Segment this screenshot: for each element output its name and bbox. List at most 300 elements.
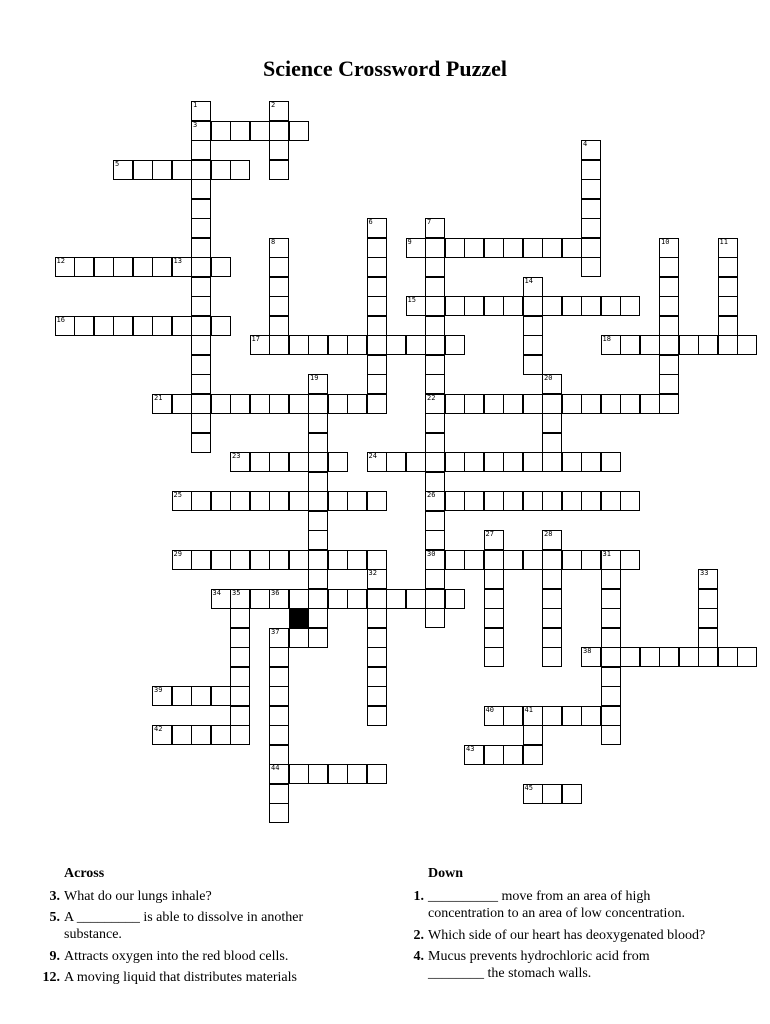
grid-cell[interactable] (425, 394, 445, 414)
grid-cell[interactable] (659, 296, 679, 316)
grid-cell[interactable] (308, 628, 328, 648)
grid-cell[interactable] (367, 316, 387, 336)
grid-cell[interactable] (425, 257, 445, 277)
grid-cell[interactable] (640, 394, 660, 414)
grid-cell[interactable] (74, 257, 94, 277)
grid-cell[interactable] (191, 686, 211, 706)
grid-cell[interactable] (308, 394, 328, 414)
grid-cell[interactable] (191, 413, 211, 433)
grid-cell[interactable] (269, 316, 289, 336)
grid-cell[interactable] (464, 491, 484, 511)
grid-cell[interactable] (659, 355, 679, 375)
grid-cell[interactable] (581, 491, 601, 511)
grid-cell[interactable] (484, 589, 504, 609)
grid-cell[interactable] (425, 218, 445, 238)
grid-cell[interactable] (484, 296, 504, 316)
grid-cell[interactable] (94, 316, 114, 336)
grid-cell[interactable] (659, 335, 679, 355)
grid-cell[interactable] (367, 257, 387, 277)
grid-cell[interactable] (562, 238, 582, 258)
grid-cell[interactable] (425, 511, 445, 531)
grid-cell[interactable] (172, 394, 192, 414)
grid-cell[interactable] (133, 316, 153, 336)
grid-cell[interactable] (289, 452, 309, 472)
grid-cell[interactable] (308, 413, 328, 433)
grid-cell[interactable] (308, 764, 328, 784)
grid-cell[interactable] (445, 550, 465, 570)
grid-cell[interactable] (367, 569, 387, 589)
grid-cell[interactable] (425, 530, 445, 550)
grid-cell[interactable] (601, 628, 621, 648)
grid-cell[interactable] (581, 238, 601, 258)
grid-cell[interactable] (445, 589, 465, 609)
grid-cell[interactable] (367, 296, 387, 316)
grid-cell[interactable] (347, 550, 367, 570)
grid-cell[interactable] (464, 550, 484, 570)
grid-cell[interactable] (308, 472, 328, 492)
grid-cell[interactable] (542, 550, 562, 570)
grid-cell[interactable] (425, 316, 445, 336)
grid-cell[interactable] (211, 121, 231, 141)
grid-cell[interactable] (523, 725, 543, 745)
grid-cell[interactable] (406, 589, 426, 609)
grid-cell[interactable] (445, 491, 465, 511)
grid-cell[interactable] (230, 647, 250, 667)
grid-cell[interactable] (601, 452, 621, 472)
grid-cell[interactable] (445, 452, 465, 472)
grid-cell[interactable] (581, 140, 601, 160)
grid-cell[interactable] (113, 257, 133, 277)
grid-cell[interactable] (269, 589, 289, 609)
grid-cell[interactable] (464, 745, 484, 765)
grid-cell[interactable] (620, 394, 640, 414)
grid-cell[interactable] (718, 647, 738, 667)
grid-cell[interactable] (562, 296, 582, 316)
grid-cell[interactable] (269, 160, 289, 180)
grid-cell[interactable] (230, 628, 250, 648)
grid-cell[interactable] (425, 550, 445, 570)
grid-cell[interactable] (718, 316, 738, 336)
grid-cell[interactable] (386, 335, 406, 355)
grid-cell[interactable] (698, 647, 718, 667)
grid-cell[interactable] (581, 218, 601, 238)
grid-cell[interactable] (503, 745, 523, 765)
grid-cell[interactable] (289, 628, 309, 648)
grid-cell[interactable] (191, 121, 211, 141)
grid-cell[interactable] (484, 706, 504, 726)
grid-cell[interactable] (289, 764, 309, 784)
grid-cell[interactable] (191, 335, 211, 355)
grid-cell[interactable] (211, 160, 231, 180)
grid-cell[interactable] (230, 706, 250, 726)
grid-cell[interactable] (152, 316, 172, 336)
grid-cell[interactable] (425, 355, 445, 375)
grid-cell[interactable] (191, 199, 211, 219)
grid-cell[interactable] (230, 608, 250, 628)
grid-cell[interactable] (308, 433, 328, 453)
grid-cell[interactable] (289, 550, 309, 570)
grid-cell[interactable] (523, 316, 543, 336)
grid-cell[interactable] (113, 160, 133, 180)
grid-cell[interactable] (523, 355, 543, 375)
grid-cell[interactable] (542, 491, 562, 511)
grid-cell[interactable] (347, 491, 367, 511)
grid-cell[interactable] (269, 121, 289, 141)
grid-cell[interactable] (367, 764, 387, 784)
grid-cell[interactable] (347, 589, 367, 609)
grid-cell[interactable] (152, 725, 172, 745)
grid-cell[interactable] (367, 374, 387, 394)
grid-cell[interactable] (191, 725, 211, 745)
grid-cell[interactable] (659, 647, 679, 667)
grid-cell[interactable] (289, 335, 309, 355)
grid-cell[interactable] (542, 238, 562, 258)
grid-cell[interactable] (172, 725, 192, 745)
grid-cell[interactable] (679, 647, 699, 667)
grid-cell[interactable] (211, 394, 231, 414)
grid-cell[interactable] (211, 589, 231, 609)
grid-cell[interactable] (367, 667, 387, 687)
grid-cell[interactable] (269, 277, 289, 297)
grid-cell[interactable] (581, 647, 601, 667)
grid-cell[interactable] (230, 725, 250, 745)
grid-cell[interactable] (191, 160, 211, 180)
grid-cell[interactable] (172, 160, 192, 180)
grid-cell[interactable] (406, 296, 426, 316)
grid-cell[interactable] (503, 706, 523, 726)
grid-cell[interactable] (269, 784, 289, 804)
grid-cell[interactable] (484, 569, 504, 589)
grid-cell[interactable] (367, 218, 387, 238)
grid-cell[interactable] (367, 647, 387, 667)
grid-cell[interactable] (718, 238, 738, 258)
grid-cell[interactable] (191, 316, 211, 336)
grid-cell[interactable] (269, 628, 289, 648)
grid-cell[interactable] (269, 725, 289, 745)
grid-cell[interactable] (230, 121, 250, 141)
grid-cell[interactable] (445, 394, 465, 414)
grid-cell[interactable] (445, 335, 465, 355)
grid-cell[interactable] (523, 335, 543, 355)
grid-cell[interactable] (425, 452, 445, 472)
grid-cell[interactable] (659, 238, 679, 258)
grid-cell[interactable] (542, 569, 562, 589)
grid-cell[interactable] (269, 257, 289, 277)
grid-cell[interactable] (484, 394, 504, 414)
grid-cell[interactable] (425, 608, 445, 628)
grid-cell[interactable] (679, 335, 699, 355)
grid-cell[interactable] (464, 394, 484, 414)
grid-cell[interactable] (250, 394, 270, 414)
grid-cell[interactable] (640, 647, 660, 667)
grid-cell[interactable] (172, 316, 192, 336)
grid-cell[interactable] (191, 277, 211, 297)
grid-cell[interactable] (425, 589, 445, 609)
grid-cell[interactable] (581, 199, 601, 219)
grid-cell[interactable] (269, 803, 289, 823)
grid-cell[interactable] (445, 296, 465, 316)
grid-cell[interactable] (172, 257, 192, 277)
grid-cell[interactable] (425, 413, 445, 433)
grid-cell[interactable] (503, 550, 523, 570)
grid-cell[interactable] (367, 277, 387, 297)
grid-cell[interactable] (425, 472, 445, 492)
grid-cell[interactable] (230, 394, 250, 414)
grid-cell[interactable] (367, 452, 387, 472)
grid-cell[interactable] (133, 257, 153, 277)
grid-cell[interactable] (74, 316, 94, 336)
grid-cell[interactable] (503, 394, 523, 414)
grid-cell[interactable] (484, 452, 504, 472)
grid-cell[interactable] (230, 160, 250, 180)
grid-cell[interactable] (542, 530, 562, 550)
grid-cell[interactable] (367, 238, 387, 258)
grid-cell[interactable] (172, 550, 192, 570)
grid-cell[interactable] (367, 686, 387, 706)
grid-cell[interactable] (308, 589, 328, 609)
grid-cell[interactable] (367, 628, 387, 648)
grid-cell[interactable] (698, 569, 718, 589)
grid-cell[interactable] (328, 452, 348, 472)
grid-cell[interactable] (230, 452, 250, 472)
grid-cell[interactable] (367, 589, 387, 609)
grid-cell[interactable] (191, 257, 211, 277)
grid-cell[interactable] (503, 238, 523, 258)
grid-cell[interactable] (230, 589, 250, 609)
grid-cell[interactable] (308, 550, 328, 570)
grid-cell[interactable] (523, 296, 543, 316)
grid-cell[interactable] (562, 491, 582, 511)
grid-cell[interactable] (191, 238, 211, 258)
grid-cell[interactable] (172, 491, 192, 511)
grid-cell[interactable] (601, 647, 621, 667)
grid-cell[interactable] (289, 491, 309, 511)
grid-cell[interactable] (523, 491, 543, 511)
grid-cell[interactable] (698, 335, 718, 355)
grid-cell[interactable] (542, 433, 562, 453)
grid-cell[interactable] (191, 179, 211, 199)
grid-cell[interactable] (737, 335, 757, 355)
grid-cell[interactable] (191, 101, 211, 121)
grid-cell[interactable] (308, 511, 328, 531)
grid-cell[interactable] (425, 491, 445, 511)
grid-cell[interactable] (562, 394, 582, 414)
grid-cell[interactable] (542, 296, 562, 316)
grid-cell[interactable] (698, 628, 718, 648)
grid-cell[interactable] (425, 569, 445, 589)
grid-cell[interactable] (581, 452, 601, 472)
grid-cell[interactable] (269, 335, 289, 355)
grid-cell[interactable] (250, 452, 270, 472)
grid-cell[interactable] (659, 277, 679, 297)
grid-cell[interactable] (542, 452, 562, 472)
grid-cell[interactable] (230, 550, 250, 570)
grid-cell[interactable] (289, 121, 309, 141)
grid-cell[interactable] (211, 257, 231, 277)
grid-cell[interactable] (425, 238, 445, 258)
grid-cell[interactable] (718, 277, 738, 297)
grid-cell[interactable] (601, 667, 621, 687)
grid-cell[interactable] (386, 452, 406, 472)
grid-cell[interactable] (269, 764, 289, 784)
grid-cell[interactable] (698, 589, 718, 609)
grid-cell[interactable] (328, 589, 348, 609)
grid-cell[interactable] (562, 784, 582, 804)
grid-cell[interactable] (523, 745, 543, 765)
grid-cell[interactable] (269, 140, 289, 160)
grid-cell[interactable] (581, 706, 601, 726)
grid-cell[interactable] (308, 608, 328, 628)
grid-cell[interactable] (269, 394, 289, 414)
grid-cell[interactable] (503, 452, 523, 472)
grid-cell[interactable] (367, 608, 387, 628)
grid-cell[interactable] (542, 413, 562, 433)
grid-cell[interactable] (484, 647, 504, 667)
grid-cell[interactable] (601, 335, 621, 355)
grid-cell[interactable] (191, 374, 211, 394)
grid-cell[interactable] (542, 647, 562, 667)
grid-cell[interactable] (484, 550, 504, 570)
grid-cell[interactable] (464, 452, 484, 472)
grid-cell[interactable] (562, 452, 582, 472)
grid-cell[interactable] (601, 569, 621, 589)
grid-cell[interactable] (581, 160, 601, 180)
grid-cell[interactable] (406, 238, 426, 258)
grid-cell[interactable] (601, 589, 621, 609)
grid-cell[interactable] (152, 394, 172, 414)
grid-cell[interactable] (659, 374, 679, 394)
grid-cell[interactable] (191, 550, 211, 570)
grid-cell[interactable] (250, 121, 270, 141)
grid-cell[interactable] (191, 433, 211, 453)
grid-cell[interactable] (562, 550, 582, 570)
grid-cell[interactable] (620, 647, 640, 667)
grid-cell[interactable] (386, 589, 406, 609)
grid-cell[interactable] (367, 550, 387, 570)
grid-cell[interactable] (269, 296, 289, 316)
grid-cell[interactable] (94, 257, 114, 277)
grid-cell[interactable] (191, 394, 211, 414)
grid-cell[interactable] (601, 394, 621, 414)
grid-cell[interactable] (191, 491, 211, 511)
grid-cell[interactable] (347, 394, 367, 414)
grid-cell[interactable] (620, 491, 640, 511)
grid-cell[interactable] (601, 491, 621, 511)
grid-cell[interactable] (328, 550, 348, 570)
grid-cell[interactable] (523, 238, 543, 258)
grid-cell[interactable] (367, 706, 387, 726)
grid-cell[interactable] (425, 433, 445, 453)
grid-cell[interactable] (308, 374, 328, 394)
grid-cell[interactable] (269, 745, 289, 765)
grid-cell[interactable] (191, 296, 211, 316)
grid-cell[interactable] (503, 296, 523, 316)
grid-cell[interactable] (55, 257, 75, 277)
grid-cell[interactable] (523, 394, 543, 414)
grid-cell[interactable] (269, 667, 289, 687)
grid-cell[interactable] (211, 316, 231, 336)
grid-cell[interactable] (484, 745, 504, 765)
grid-cell[interactable] (289, 589, 309, 609)
grid-cell[interactable] (523, 550, 543, 570)
grid-cell[interactable] (328, 764, 348, 784)
grid-cell[interactable] (367, 394, 387, 414)
grid-cell[interactable] (172, 686, 192, 706)
grid-cell[interactable] (347, 764, 367, 784)
grid-cell[interactable] (367, 335, 387, 355)
grid-cell[interactable] (55, 316, 75, 336)
grid-cell[interactable] (718, 335, 738, 355)
grid-cell[interactable] (367, 355, 387, 375)
grid-cell[interactable] (542, 374, 562, 394)
grid-cell[interactable] (484, 608, 504, 628)
grid-cell[interactable] (542, 784, 562, 804)
grid-cell[interactable] (367, 491, 387, 511)
grid-cell[interactable] (484, 238, 504, 258)
grid-cell[interactable] (269, 647, 289, 667)
grid-cell[interactable] (484, 628, 504, 648)
grid-cell[interactable] (659, 316, 679, 336)
grid-cell[interactable] (601, 550, 621, 570)
grid-cell[interactable] (308, 530, 328, 550)
grid-cell[interactable] (503, 491, 523, 511)
grid-cell[interactable] (562, 706, 582, 726)
grid-cell[interactable] (620, 296, 640, 316)
grid-cell[interactable] (523, 706, 543, 726)
grid-cell[interactable] (211, 686, 231, 706)
grid-cell[interactable] (601, 608, 621, 628)
grid-cell[interactable] (152, 257, 172, 277)
grid-cell[interactable] (269, 452, 289, 472)
grid-cell[interactable] (289, 394, 309, 414)
grid-cell[interactable] (542, 394, 562, 414)
grid-cell[interactable] (523, 277, 543, 297)
grid-cell[interactable] (230, 667, 250, 687)
grid-cell[interactable] (269, 686, 289, 706)
grid-cell[interactable] (445, 238, 465, 258)
grid-cell[interactable] (601, 706, 621, 726)
grid-cell[interactable] (250, 550, 270, 570)
grid-cell[interactable] (542, 628, 562, 648)
grid-cell[interactable] (328, 491, 348, 511)
grid-cell[interactable] (659, 257, 679, 277)
grid-cell[interactable] (601, 686, 621, 706)
grid-cell[interactable] (542, 608, 562, 628)
grid-cell[interactable] (406, 335, 426, 355)
grid-cell[interactable] (191, 355, 211, 375)
grid-cell[interactable] (269, 101, 289, 121)
grid-cell[interactable] (308, 335, 328, 355)
grid-cell[interactable] (737, 647, 757, 667)
grid-cell[interactable] (581, 550, 601, 570)
grid-cell[interactable] (698, 608, 718, 628)
grid-cell[interactable] (542, 706, 562, 726)
grid-cell[interactable] (620, 550, 640, 570)
grid-cell[interactable] (425, 335, 445, 355)
grid-cell[interactable] (113, 316, 133, 336)
grid-cell[interactable] (523, 784, 543, 804)
grid-cell[interactable] (152, 686, 172, 706)
grid-cell[interactable] (523, 452, 543, 472)
grid-cell[interactable] (308, 491, 328, 511)
grid-cell[interactable] (581, 394, 601, 414)
grid-cell[interactable] (425, 277, 445, 297)
grid-cell[interactable] (250, 335, 270, 355)
grid-cell[interactable] (191, 140, 211, 160)
grid-cell[interactable] (211, 725, 231, 745)
grid-cell[interactable] (230, 686, 250, 706)
grid-cell[interactable] (269, 238, 289, 258)
